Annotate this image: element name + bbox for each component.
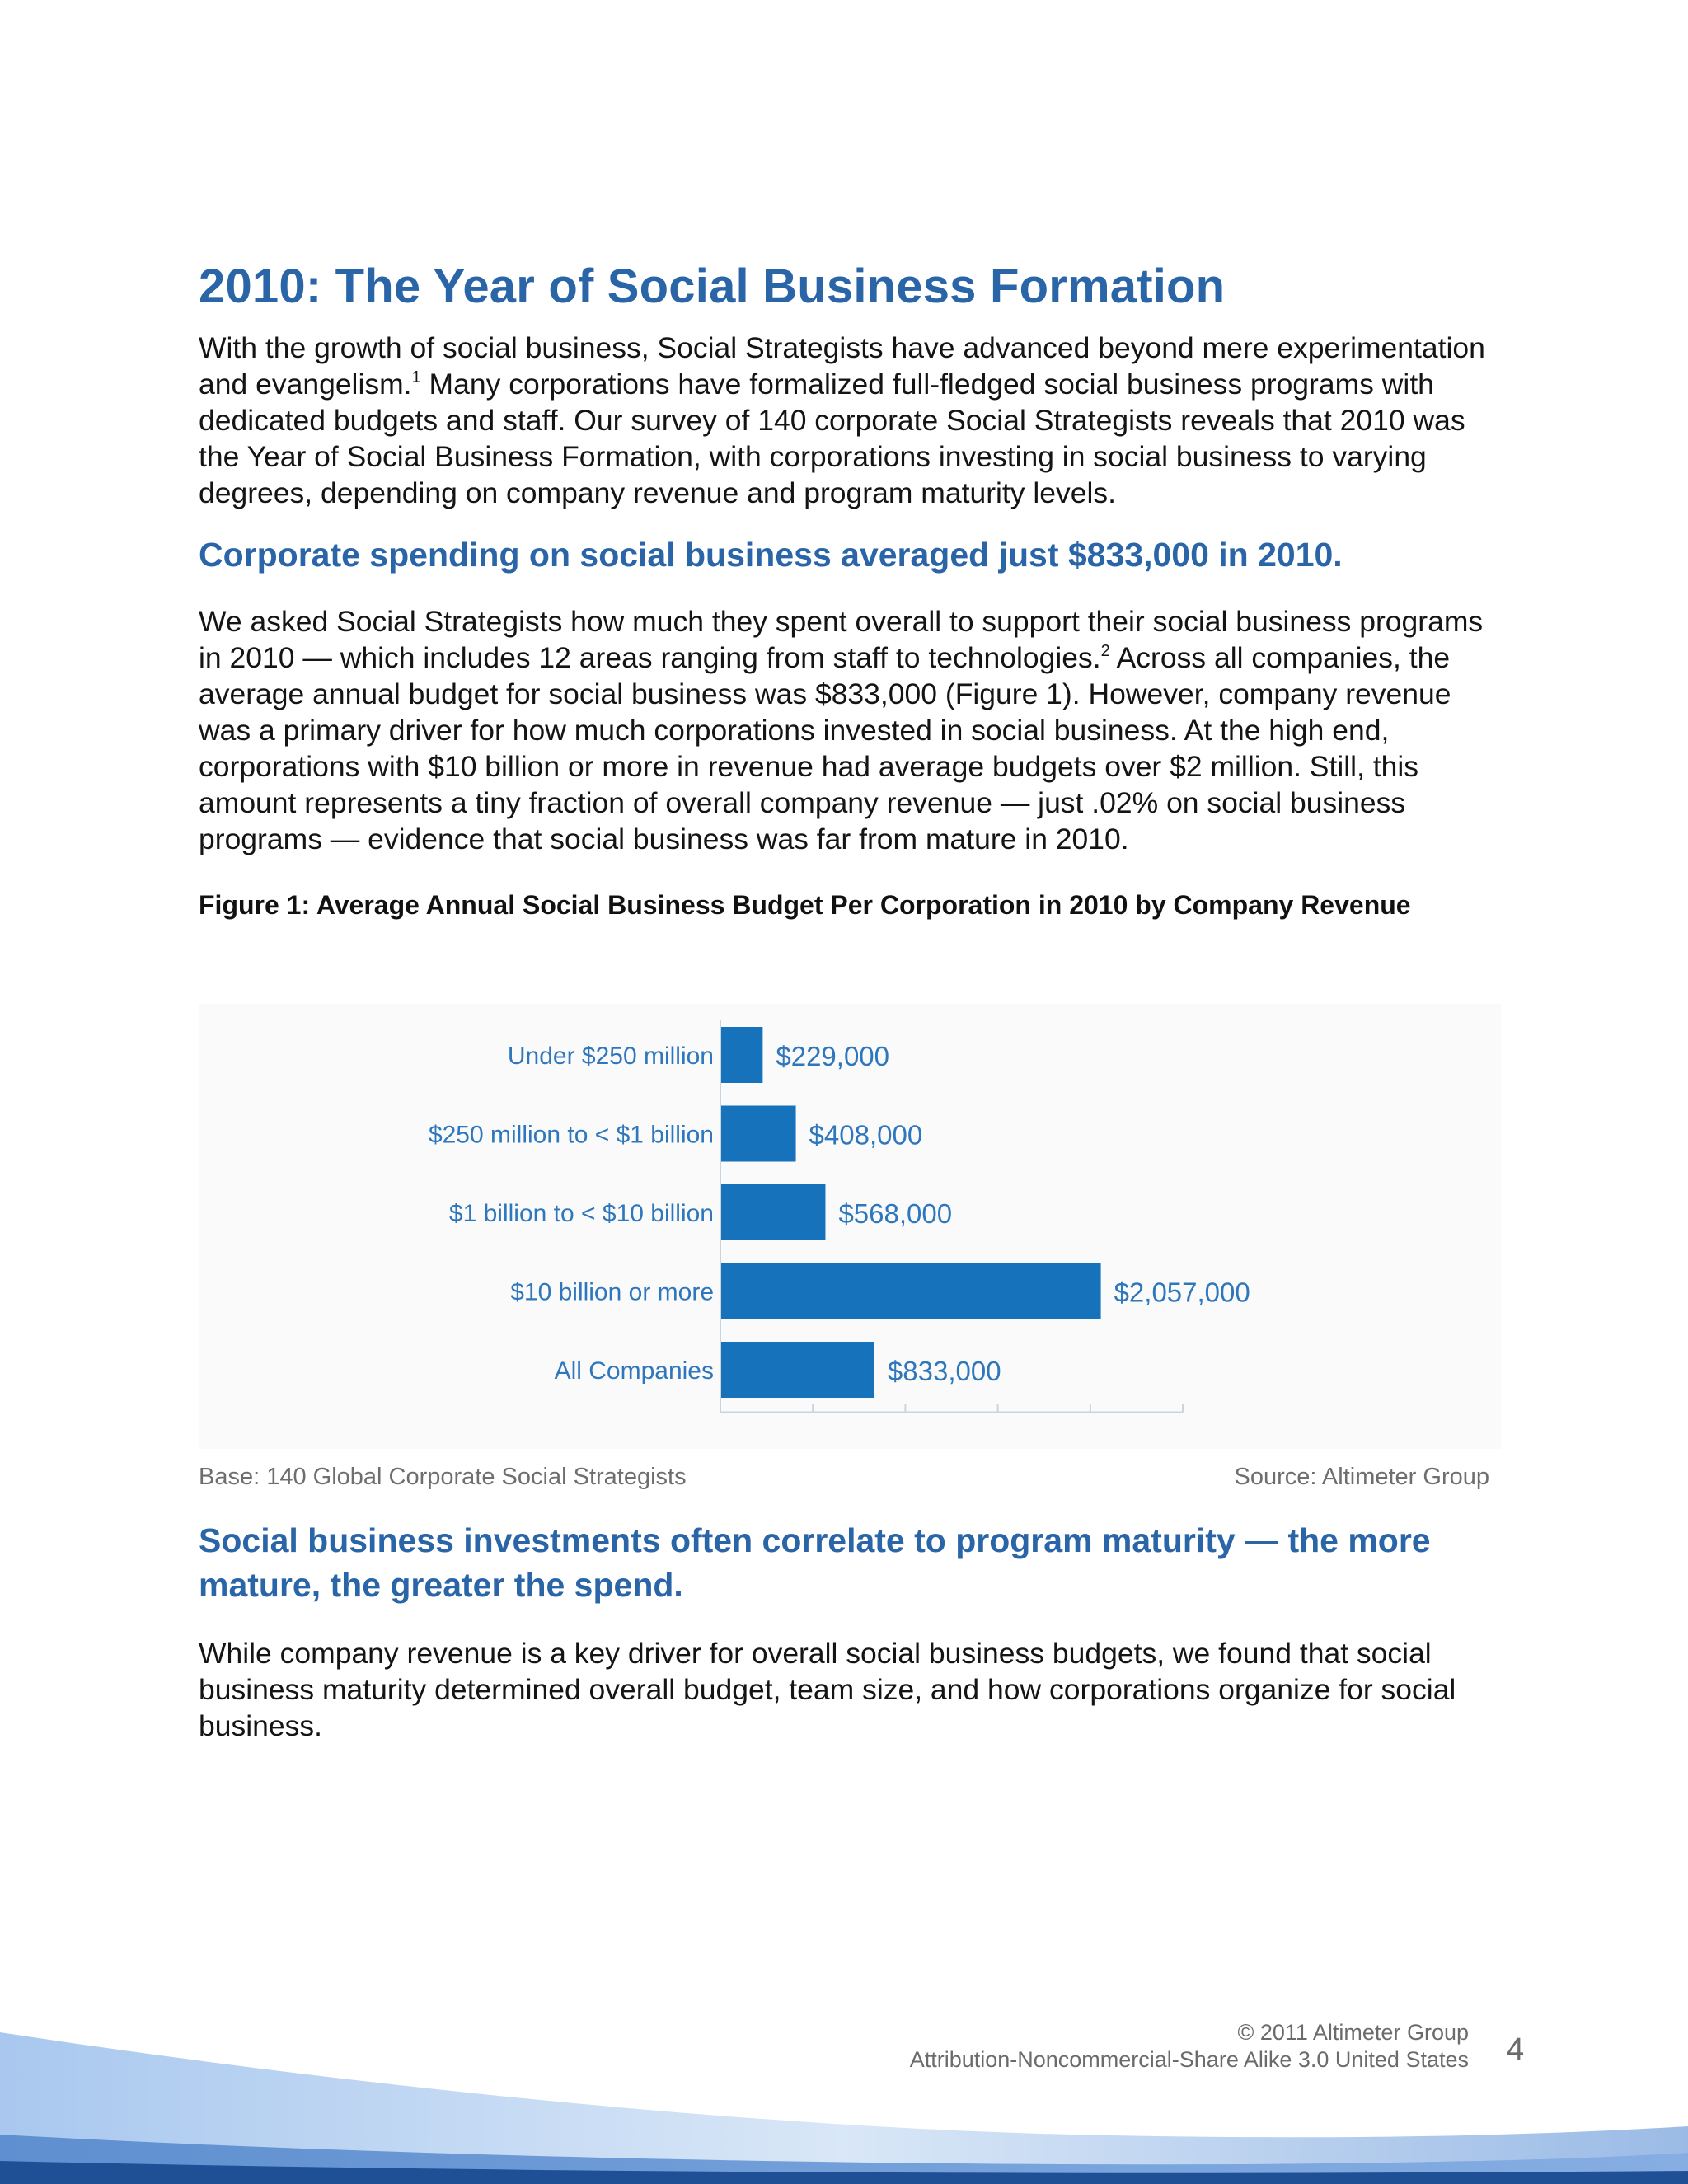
- page-title: 2010: The Year of Social Business Formation: [199, 260, 1226, 313]
- figure-meta: [199, 1464, 1489, 1497]
- page-number: 4: [1507, 2032, 1525, 2067]
- intro-paragraph: [199, 330, 1501, 511]
- footer-copyright: © 2011 Altimeter Group: [1237, 2020, 1469, 2045]
- category-label-4: All Companies: [554, 1357, 714, 1385]
- bar-2: [720, 1184, 825, 1240]
- section2-paragraph: While company revenue is a key driver for overall social business budgets, we found that social business maturity determined overall budget, team size, and how corporations organize for social business.: [199, 1637, 1456, 1742]
- footnote-ref-2[interactable]: 2: [1100, 642, 1110, 660]
- value-label-2: $568,000: [838, 1198, 953, 1229]
- footer-license[interactable]: Attribution-Noncommercial-Share Alike 3.0 United States: [909, 2047, 1469, 2072]
- category-label-3: $10 billion or more: [510, 1278, 714, 1306]
- category-label-2: $1 billion to < $10 billion: [448, 1200, 714, 1227]
- bar-0: [720, 1027, 762, 1083]
- bar-1: [720, 1106, 796, 1162]
- figure-base: Base: 140 Global Corporate Social Strategists: [199, 1464, 687, 1490]
- value-label-3: $2,057,000: [1114, 1277, 1250, 1308]
- category-label-0: Under $250 million: [507, 1043, 714, 1070]
- budget-bar-chart: [199, 1004, 1501, 1449]
- bar-3: [720, 1263, 1101, 1319]
- section1-heading: Corporate spending on social business averaged just $833,000 in 2010.: [199, 536, 1343, 574]
- value-label-4: $833,000: [887, 1356, 1001, 1386]
- figure-source: Source: Altimeter Group: [1234, 1464, 1489, 1490]
- chart-canvas: [199, 1004, 1501, 1449]
- intro-text-b: Many corporations have formalized full-fledged social business programs with dedicated budgets and staff. Our survey of 140 corporate Social Strategists reveals that 2010 was the Year of Social Business Formation, with corporations investing in social business to varying degrees, depending on company revenue and program maturity levels.: [199, 368, 1465, 509]
- section1-text-a: We asked Social Strategists how much they spent overall to support their social business programs in 2010 — which includes 12 areas ranging from staff to technologies.: [199, 605, 1484, 674]
- section1-text-b: Across all companies, the average annual budget for social business was $833,000 (Figure 1). However, company revenue was a primary driver for how much corporations invested in social business. At the high end, corporations with $10 billion or more in revenue had average budgets over $2 million. Still, this amount represents a tiny fraction of overall company revenue — just .02% on social business programs — evidence that social business was far from mature in 2010.: [199, 641, 1451, 855]
- figure-title: Figure 1: Average Annual Social Business Budget Per Corporation in 2010 by Company Revenue: [199, 890, 1411, 920]
- category-label-1: $250 million to < $1 billion: [428, 1121, 714, 1149]
- value-label-1: $408,000: [809, 1119, 923, 1151]
- section2: [199, 1518, 1501, 1744]
- bar-4: [720, 1342, 874, 1398]
- footnote-ref-1[interactable]: 1: [411, 368, 421, 387]
- intro-text-a: With the growth of social business, Social Strategists have advanced beyond mere experimentation and evangelism.: [199, 331, 1485, 401]
- footer-copyright-block: [910, 2019, 1469, 2074]
- section2-heading: Social business investments often correlate to program maturity — the more mature, the greater the spend.: [199, 1521, 1431, 1604]
- value-label-0: $229,000: [776, 1041, 890, 1071]
- main-content: [199, 254, 1501, 921]
- section1-paragraph: [199, 603, 1501, 857]
